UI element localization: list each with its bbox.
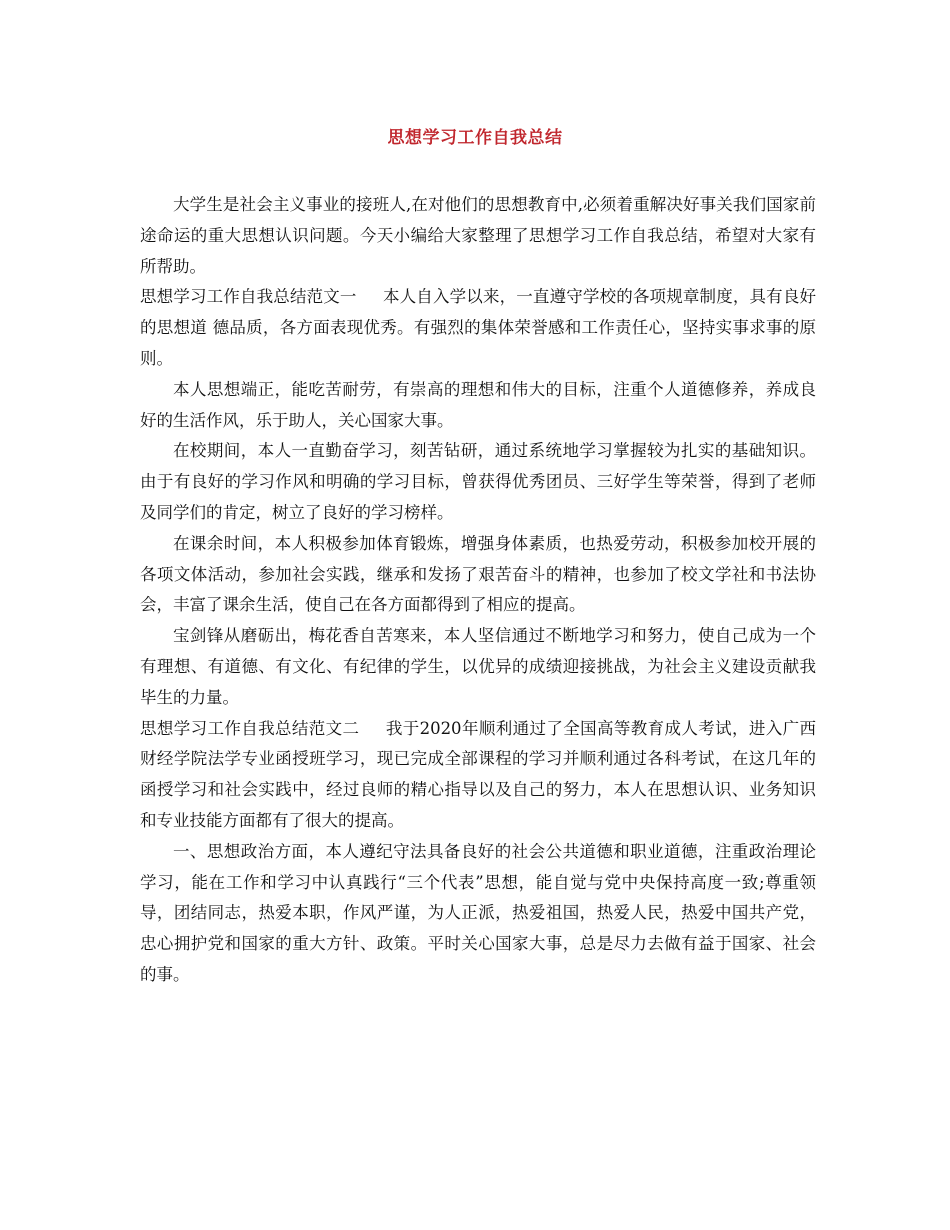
section-1-paragraph-2: 在校期间，本人一直勤奋学习，刻苦钻研，通过系统地学习掌握较为扎实的基础知识。由于有良好的学习作风和明确的学习目标，曾获得优秀团员、三好学生等荣誉，得到了老师及同学们的肯定，树立了良好的学习榜样。 <box>140 441 816 522</box>
section-1-lead-paragraph <box>140 282 816 374</box>
section-2-lead-paragraph <box>140 714 816 837</box>
section-2-heading: 思想学习工作自我总结范文二 <box>140 718 360 738</box>
section-1-paragraph-1: 本人思想端正，能吃苦耐劳，有崇高的理想和伟大的目标，注重个人道德修养，养成良好的生活作风，乐于助人，关心国家大事。 <box>140 379 816 430</box>
section-1-heading: 思想学习工作自我总结范文一 <box>140 287 357 307</box>
section-1-lead-text: 本人自入学以来，一直遵守学校的各项规章制度，具有良好的思想道 德品质，各方面表现优秀。有强烈的集体荣誉感和工作责任心，坚持实事求事的原则。 <box>140 287 817 368</box>
section-1-paragraph-3: 在课余时间，本人积极参加体育锻炼，增强身体素质，也热爱劳动，积极参加校开展的各项文体活动，参加社会实践，继承和发扬了艰苦奋斗的精神，也参加了校文学社和书法协会，丰富了课余生活，使自己在各方面都得到了相应的提高。 <box>140 533 816 615</box>
section-2-paragraph-1: 一、思想政治方面，本人遵纪守法具备良好的社会公共道德和职业道德，注重政治理论学习，能在工作和学习中认真践行“三个代表”思想，能自觉与党中央保持高度一致;尊重领导，团结同志，热爱本职，作风严谨，为人正派，热爱祖国，热爱人民，热爱中国共产党，忠心拥护党和国家的重大方针、政策。平时关心国家大事，总是尽力去做有益于国家、社会的事。 <box>140 841 816 984</box>
section-2-lead-text: 我于2020年顺利通过了全国高等教育成人考试，进入广西财经学院法学专业函授班学习，现已完成全部课程的学习并顺利通过各科考试，在这几年的函授学习和社会实践中，经过良师的精心指导以及自己的努力，本人在思想认识、业务知识和专业技能方面都有了很大的提高。 <box>140 718 816 830</box>
document-title: 思想学习工作自我总结 <box>387 128 563 148</box>
section-1-paragraph-4: 宝剑锋从磨砺出，梅花香自苦寒来，本人坚信通过不断地学习和努力，使自己成为一个有理想、有道德、有文化、有纪律的学生，以优异的成绩迎接挑战，为社会主义建设贡献我毕生的力量。 <box>140 626 816 707</box>
document-body <box>140 190 816 991</box>
intro-paragraph: 大学生是社会主义事业的接班人,在对他们的思想教育中,必须着重解决好事关我们国家前途命运的重大思想认识问题。今天小编给大家整理了思想学习工作自我总结，希望对大家有所帮助。 <box>140 195 816 276</box>
